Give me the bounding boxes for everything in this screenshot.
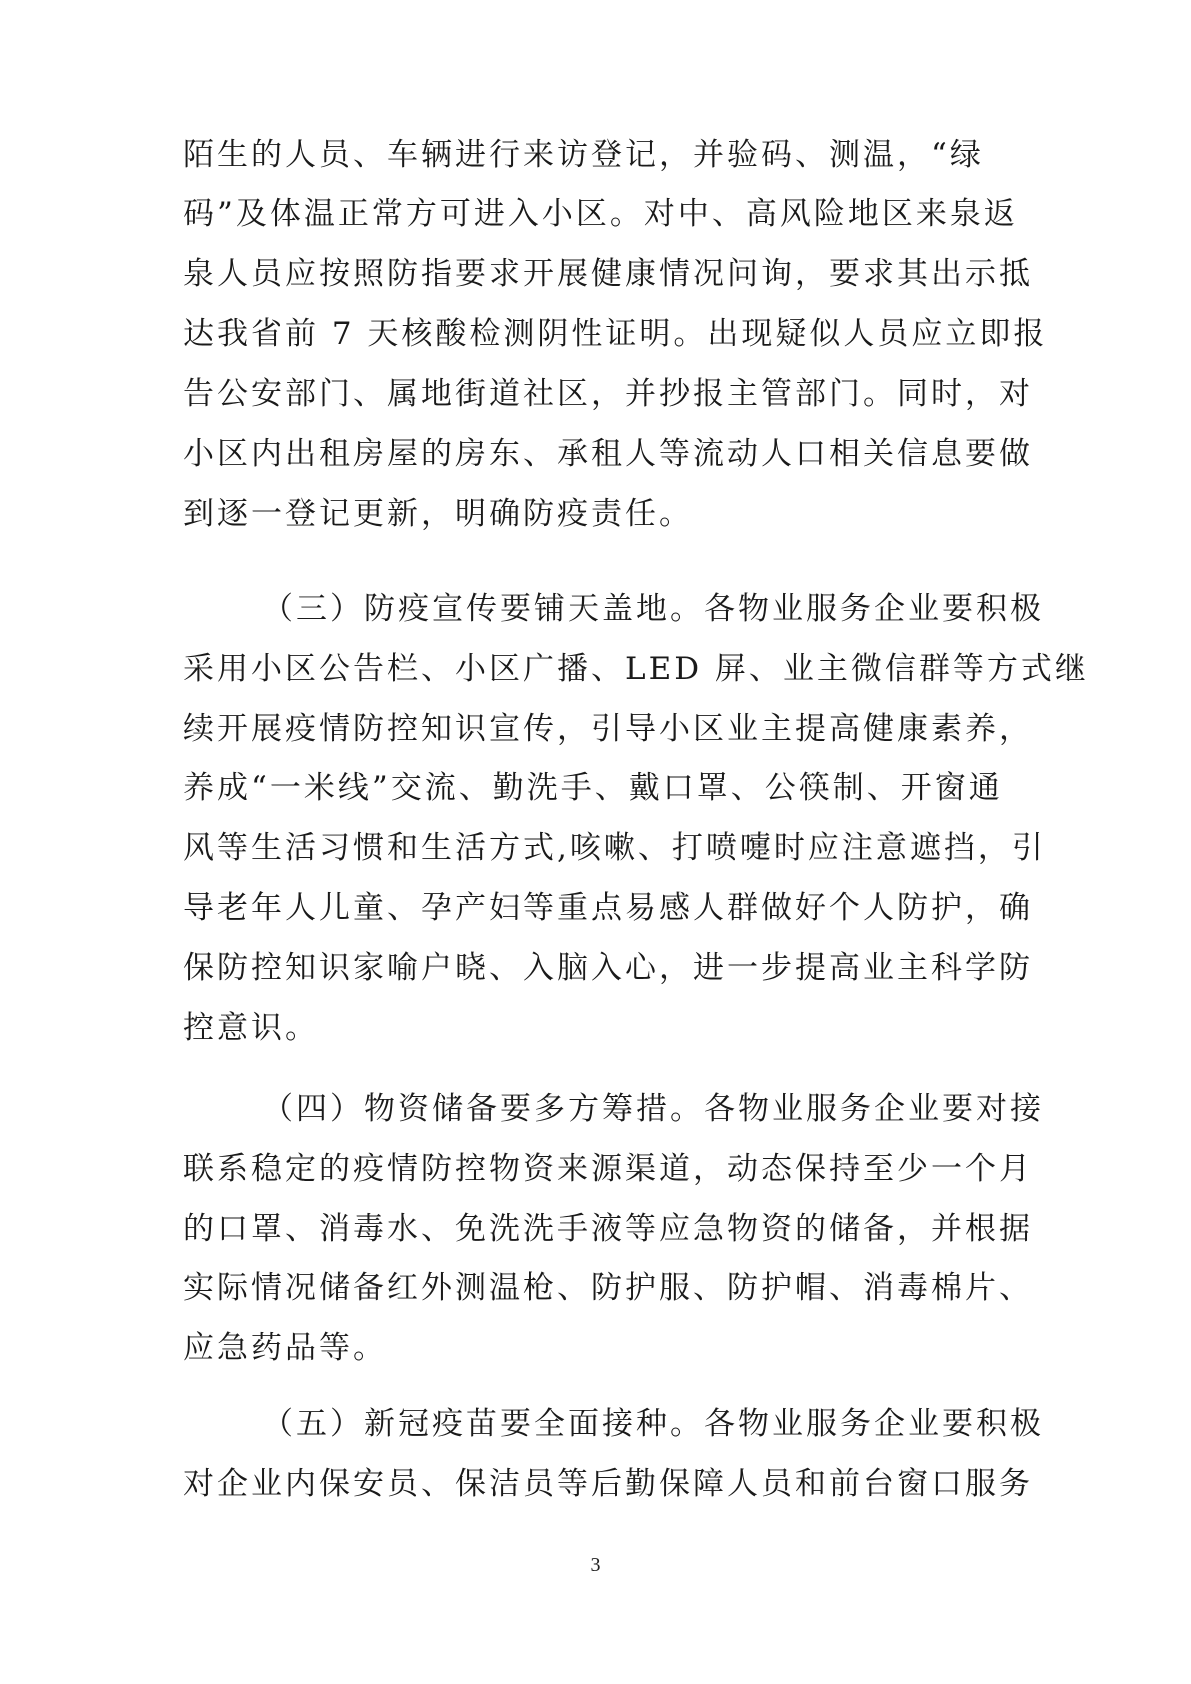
section-heading-line: （五）新冠疫苗要全面接种。各物业服务企业要积极 <box>262 1406 1044 1442</box>
body-text-line: 导老年人儿童、孕产妇等重点易感人群做好个人防护，确 <box>183 890 1033 926</box>
body-text-line: 风等生活习惯和生活方式,咳嗽、打喷嚏时应注意遮挡，引 <box>183 830 1046 866</box>
body-text-line: 控意识。 <box>183 1010 319 1046</box>
body-text-line: 码”及体温正常方可进入小区。对中、高风险地区来泉返 <box>183 196 1018 232</box>
body-text-line: 采用小区公告栏、小区广播、LED 屏、业主微信群等方式继 <box>183 651 1089 687</box>
body-text-line: 续开展疫情防控知识宣传，引导小区业主提高健康素养， <box>183 711 1033 747</box>
section-heading-line: （四）物资储备要多方筹措。各物业服务企业要对接 <box>262 1091 1044 1127</box>
body-text-line: 的口罩、消毒水、免洗洗手液等应急物资的储备，并根据 <box>183 1211 1033 1247</box>
body-text-line: 告公安部门、属地街道社区，并抄报主管部门。同时，对 <box>183 376 1033 412</box>
page-number: 3 <box>590 1554 601 1576</box>
body-text-line: 达我省前 7 天核酸检测阴性证明。出现疑似人员应立即报 <box>183 316 1048 352</box>
body-text-line: 保防控知识家喻户晓、入脑入心，进一步提高业主科学防 <box>183 950 1033 986</box>
body-text-line: 联系稳定的疫情防控物资来源渠道，动态保持至少一个月 <box>183 1151 1033 1187</box>
body-text-line: 陌生的人员、车辆进行来访登记，并验码、测温，“绿 <box>183 137 984 173</box>
section-heading-line: （三）防疫宣传要铺天盖地。各物业服务企业要积极 <box>262 591 1044 627</box>
body-text-line: 养成“一米线”交流、勤洗手、戴口罩、公筷制、开窗通 <box>183 770 1003 806</box>
body-text-line: 小区内出租房屋的房东、承租人等流动人口相关信息要做 <box>183 436 1033 472</box>
body-text-line: 对企业内保安员、保洁员等后勤保障人员和前台窗口服务 <box>183 1466 1033 1502</box>
body-text-line: 到逐一登记更新，明确防疫责任。 <box>183 496 693 532</box>
body-text-line: 应急药品等。 <box>183 1330 387 1366</box>
body-text-line: 实际情况储备红外测温枪、防护服、防护帽、消毒棉片、 <box>183 1270 1033 1306</box>
body-text-line: 泉人员应按照防指要求开展健康情况问询，要求其出示抵 <box>183 256 1033 292</box>
